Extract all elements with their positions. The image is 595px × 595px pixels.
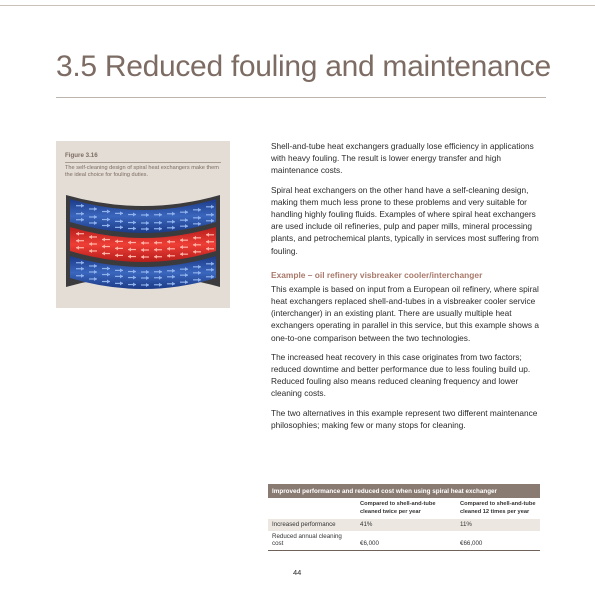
table-cell: Reduced annual cleaning cost [268, 531, 356, 551]
top-rule [0, 5, 595, 6]
table-header-row [268, 498, 540, 519]
body-paragraph: This example is based on input from a European oil refinery, where spiral heat exchangers replaced shell-and-tubes in a visbreaker cooler service (interchanger) in an existing plant. There are usually multiple heat exchangers operating in parallel in this service, but this example shows a one-to-one comparison between the two technologies. [271, 283, 539, 343]
table-cell: 11% [456, 519, 540, 531]
figure-caption: The self-cleaning design of spiral heat exchangers make them the ideal choice for fouling duties. [65, 165, 219, 179]
body-paragraph: The two alternatives in this example represent two different maintenance philosophies; making few or many stops for cleaning. [271, 407, 538, 430]
figure-label: Figure 3.16 [65, 152, 98, 159]
example-subheading: Example – oil refinery visbreaker cooler/interchanger [271, 269, 483, 280]
body-paragraph: The increased heat recovery in this case originates from two factors; reduced downtime and better performance due to less fouling build up. Reduced fouling also means reduced cleaning frequency and lower cleaning costs. [271, 351, 531, 399]
table-header-cell: Compared to shell-and-tube cleaned twice per year [360, 501, 436, 515]
table-row [268, 531, 540, 551]
page-title: 3.5 Reduced fouling and maintenance [56, 50, 551, 83]
page-number: 44 [293, 568, 302, 577]
figure-panel [56, 141, 230, 308]
table-cell: €6,000 [356, 531, 456, 551]
body-column [271, 140, 543, 438]
table-header-cell [268, 498, 356, 519]
table-title: Improved performance and reduced cost when using spiral heat exchanger [268, 484, 540, 498]
title-rule [56, 97, 546, 98]
table-cell: Increased performance [268, 519, 356, 531]
table-cell: 41% [356, 519, 456, 531]
comparison-table [268, 484, 540, 551]
body-paragraph: Spiral heat exchangers on the other hand have a self-cleaning design, making them much less prone to these problems and very suitable for handling highly fouling fluids. Examples of where spiral heat exchangers are used include oil refineries, pulp and paper mills, mineral processing plants, and petrochemical plants, typically in services most suffering from fouling. [271, 184, 539, 256]
spiral-channel-illustration [56, 141, 230, 308]
table-header-cell: Compared to shell-and-tube cleaned 12 times per year [460, 501, 536, 515]
body-paragraph: Shell-and-tube heat exchangers gradually lose efficiency in applications with heavy fouling. The result is lower energy transfer and high maintenance costs. [271, 141, 534, 176]
table-row [268, 519, 540, 531]
table-cell: €66,000 [456, 531, 540, 551]
